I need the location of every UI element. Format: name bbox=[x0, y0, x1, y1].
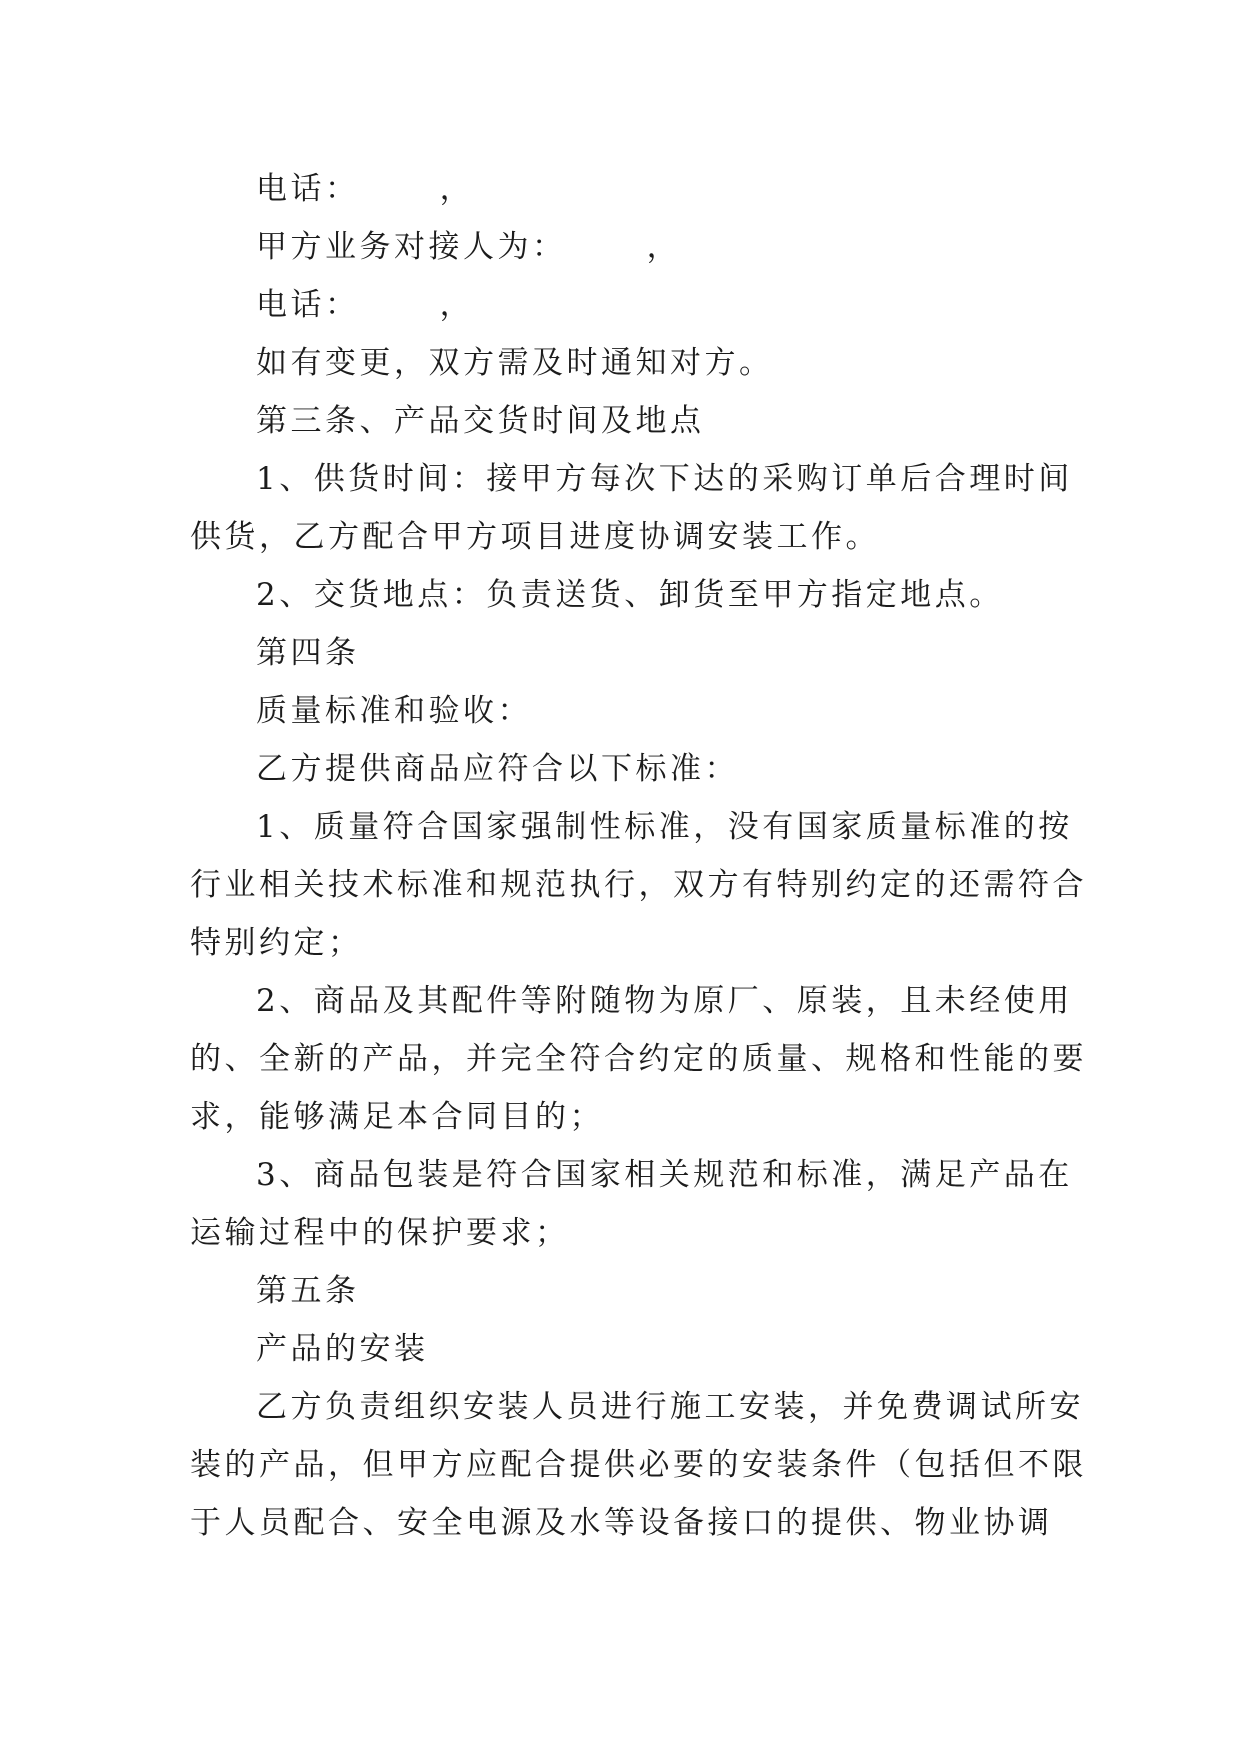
article-5-subheading: 产品的安装 bbox=[256, 1331, 429, 1367]
article-4-subheading: 质量标准和验收： bbox=[256, 693, 532, 729]
article-4-heading: 第四条 bbox=[256, 635, 360, 671]
article-4-item-3-line-1: 3、商品包装是符合国家相关规范和标准，满足产品在 bbox=[256, 1157, 1073, 1193]
article-5-heading: 第五条 bbox=[256, 1273, 360, 1309]
article-3-heading: 第三条、产品交货时间及地点 bbox=[256, 403, 705, 439]
article-3-item-1-line-2: 供货，乙方配合甲方项目进度协调安装工作。 bbox=[190, 519, 880, 555]
article-4-item-3-line-2: 运输过程中的保护要求； bbox=[190, 1215, 570, 1251]
party-a-contact-line: 甲方业务对接人为： ， bbox=[256, 229, 682, 265]
article-4-item-1-line-2: 行业相关技术标准和规范执行，双方有特别约定的还需符合 bbox=[190, 867, 1087, 903]
article-4-item-2-line-3: 求，能够满足本合同目的； bbox=[190, 1099, 604, 1135]
article-5-paragraph-line-1: 乙方负责组织安装人员进行施工安装，并免费调试所安 bbox=[256, 1389, 1084, 1425]
article-4-item-1-line-3: 特别约定； bbox=[190, 925, 363, 961]
phone-line-2: 电话： ， bbox=[256, 287, 475, 323]
article-4-item-2-line-2: 的、全新的产品，并完全符合约定的质量、规格和性能的要 bbox=[190, 1041, 1087, 1077]
change-notice-line: 如有变更，双方需及时通知对方。 bbox=[256, 345, 774, 381]
phone-line-1: 电话： ， bbox=[256, 171, 475, 207]
article-3-item-1-line-1: 1、供货时间：接甲方每次下达的采购订单后合理时间 bbox=[256, 461, 1073, 497]
article-4-intro: 乙方提供商品应符合以下标准： bbox=[256, 751, 739, 787]
article-3-item-2: 2、交货地点：负责送货、卸货至甲方指定地点。 bbox=[256, 577, 1004, 613]
article-5-paragraph-line-3: 于人员配合、安全电源及水等设备接口的提供、物业协调 bbox=[190, 1505, 1053, 1541]
article-4-item-2-line-1: 2、商品及其配件等附随物为原厂、原装，且未经使用 bbox=[256, 983, 1073, 1019]
article-5-paragraph-line-2: 装的产品，但甲方应配合提供必要的安装条件（包括但不限 bbox=[190, 1447, 1087, 1483]
article-4-item-1-line-1: 1、质量符合国家强制性标准，没有国家质量标准的按 bbox=[256, 809, 1073, 845]
